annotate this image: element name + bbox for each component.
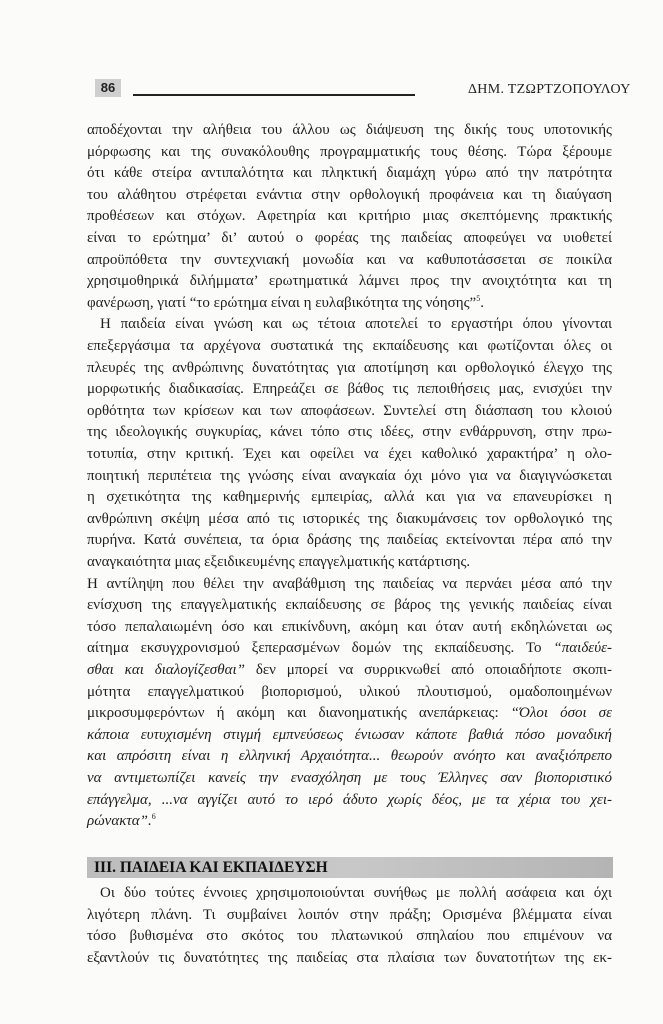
text-line xyxy=(87,250,612,270)
text-segment: μικροσυμφερόντων ή ακόμη και διανοηματικής ανεπάρκειας: xyxy=(87,705,511,722)
text-line xyxy=(87,466,612,486)
text-segment: χρησιμοθηρικά διλήμματα’ ερωτηματικά λάμνει προς την ανοιχτότητα και τη xyxy=(87,273,612,290)
text-line xyxy=(87,336,612,356)
text-line xyxy=(87,120,612,140)
running-head: ΔΗΜ. ΤΖΩΡΤΖΟΠΟΥΛΟΥ xyxy=(468,82,631,97)
text-line xyxy=(87,422,612,442)
italic-quote: και απρόσιτη είναι η ελληνική Αρχαιότητα... θεωρούν ανόητο και αναξιόπρεπο xyxy=(87,748,612,765)
section-heading: III. ΠΑΙΔΕΙΑ ΚΑΙ ΕΚΠΑΙΔΕΥΣΗ xyxy=(94,859,328,876)
text-line xyxy=(87,682,612,702)
text-line xyxy=(87,638,612,658)
text-segment: ανθρώπινη σκέψη μέσα από τις ιστορικές της διακυμάνσεις τον ορθολογικό της xyxy=(87,510,612,527)
text-segment: τόσο πεπαλαιωμένη όσο και επικίνδυνη, ακόμη και όταν αυτή εκδηλώνεται ως xyxy=(87,618,612,635)
text-line xyxy=(87,293,612,313)
text-line xyxy=(100,883,612,903)
italic-quote: “παιδεύε- xyxy=(553,640,612,657)
text-line xyxy=(87,790,612,810)
text-line xyxy=(87,552,612,572)
text-segment: είναι το ερώτημα’ δι’ αυτού ο φορέας της παιδείας αποφεύγει να υιοθετεί xyxy=(87,230,612,246)
text-line xyxy=(87,444,612,464)
italic-quote: να αντιμετωπίζει κανείς την ενασχόληση με τους Έλληνες σαν βιοποριστικό xyxy=(87,770,612,786)
page-number: 86 xyxy=(95,79,121,97)
text-line xyxy=(87,617,612,637)
text-line xyxy=(87,948,612,968)
text-segment: δεν μπορεί να συρρικνωθεί από οποιαδήποτε σκοπι- xyxy=(244,662,612,678)
text-line xyxy=(87,725,612,745)
text-line xyxy=(87,926,612,946)
text-segment: μότητα επαγγελματικού βιοπορισμού, υλικού πλουτισμού, ομαδοποιημένων xyxy=(87,683,612,700)
footnote-ref: 6 xyxy=(151,812,156,822)
text-line xyxy=(100,314,612,334)
text-line xyxy=(87,358,612,378)
italic-quote: “Όλοι όσοι σε xyxy=(510,705,612,722)
text-line xyxy=(87,660,612,680)
text-segment: εξαντλούν τις δυνατότητες της παιδείας στα πλαίσια των δυνατοτήτων της εκ- xyxy=(87,949,612,966)
text-segment: πλευρές της ανθρώπινης δυνατότητας για αποτίμηση και ορθολογικό έλεγχο της xyxy=(87,359,612,376)
italic-quote: επάγγελμα, ...να αγγίζει αυτό το ιερό άδυτο χωρίς δέος, με τα χέρια του χει- xyxy=(87,791,612,808)
text-line xyxy=(87,509,612,529)
text-segment: επεξεργάσιμα τα αρχέγονα συστατικά της εκπαίδευσης και φωτίζονται όλες οι xyxy=(87,338,612,354)
text-line xyxy=(87,768,612,788)
text-line xyxy=(87,271,612,291)
text-segment: του αλάθητου στρέφεται ενάντια στην ορθολογική προφάνεια και τη διαύγαση xyxy=(87,186,612,203)
text-segment: προθέσεων και στόχων. Αφετηρία και κριτήριο μιας σκεπτόμενης πρακτικής xyxy=(87,208,612,225)
text-segment: απροϋπόθετα την συντεχνιακή μονωδία και να καθυποτάσσεται σε ποικίλα xyxy=(87,251,612,268)
text-segment: Η αντίληψη που θέλει την αναβάθμιση της παιδείας να περνάει μέσα από την xyxy=(87,575,612,592)
text-segment: . xyxy=(480,294,484,311)
italic-quote: ρώνακτα”. xyxy=(87,813,152,830)
text-segment: πυρήνα. Κατά συνέπεια, τα όρια δράσης της παιδείας εκτείνονται πέρα από την xyxy=(87,532,612,549)
italic-quote: κάποια ευτυχισμένη στιγμή εμπνεύσεως ένιωσαν κάποτε βαθιά πόσο μοναδική xyxy=(87,726,612,743)
text-segment: η σχετικότητα της καθημερινής εμπειρίας, αλλά και για να επανευρίσκει η xyxy=(87,489,612,506)
text-line xyxy=(87,574,612,594)
text-segment: τόσο βυθισμένα στο σκότος του πλατωνικού σπηλαίου που επιμένουν να xyxy=(87,928,612,944)
text-line xyxy=(87,530,612,550)
text-line xyxy=(87,811,612,831)
text-segment: μορφωτικής διαδικασίας. Επηρεάζει σε βάθος τις πεποιθήσεις μας, ενισχύει την xyxy=(87,381,612,398)
text-line xyxy=(87,595,612,615)
italic-quote: σθαι και διαλογίζεσθαι” xyxy=(87,662,245,678)
text-segment: της ιδεολογικής συγκυρίας, κάνει τόπο στις ιδέες, στην ενθάρρυνση, στην πρω- xyxy=(87,424,612,441)
text-segment: ορθότητα των κρίσεων και των αποφάσεων. Συντελεί στη διάσπαση του κλοιού xyxy=(87,402,612,419)
text-line xyxy=(87,379,612,399)
header-rule xyxy=(133,94,415,96)
text-segment: τοτυπία, στην κριτική. Έχει και οφείλει να έχει καθολικό χαρακτήρα’ η ολο- xyxy=(87,446,612,462)
text-line xyxy=(87,206,612,226)
text-segment: Οι δύο τούτες έννοιες χρησιμοποιούνται συνήθως με πολλή ασάφεια και όχι xyxy=(100,885,612,901)
text-segment: ενίσχυση της επαγγελματικής εκπαίδευσης σε βάρος της γενικής παιδείας είναι xyxy=(87,597,612,614)
text-line xyxy=(87,228,612,248)
text-line xyxy=(87,703,612,723)
text-line xyxy=(87,487,612,507)
text-segment: αίτημα εκσυγχρονισμού ξεπερασμένων δομών της εκπαίδευσης. Το xyxy=(87,640,554,657)
text-segment: φανέρωση, γιατί “το ερώτημα είναι η ευλαβικότητα της νόησης” xyxy=(87,294,477,311)
text-line xyxy=(87,142,612,162)
text-segment: ποιητική περιπέτεια της γνώσης είναι αναγκαία όχι μόνο για να διαγιγνώσκεται xyxy=(87,467,612,484)
text-line xyxy=(87,746,612,766)
text-line xyxy=(87,401,612,421)
text-line xyxy=(87,905,612,925)
text-segment: αναγκαιότητα μιας εξειδικευμένης επαγγελματικής κατάρτισης. xyxy=(87,554,471,570)
text-segment: Η παιδεία είναι γνώση και ως τέτοια αποτελεί το εργαστήρι όπου γίνονται xyxy=(100,316,612,333)
text-segment: αποδέχονται την αλήθεια του άλλου ως διάψευση της δικής τους υποτονικής xyxy=(87,122,612,138)
text-segment: ότι κάθε στείρα αντιπαλότητα και πληκτική διαμάχη γύρω από την πατρότητα xyxy=(87,165,612,182)
footnote-ref: 5 xyxy=(476,293,481,303)
text-line xyxy=(87,185,612,205)
text-line xyxy=(87,163,612,183)
text-segment: λιγότερη πλάνη. Τι συμβαίνει λοιπόν στην πράξη; Ορισμένα βλέμματα είναι xyxy=(87,906,612,923)
text-segment: μόρφωσης και της συνακόλουθης προγραμματικής τους θέσης. Τώρα ξέρουμε xyxy=(87,143,612,160)
